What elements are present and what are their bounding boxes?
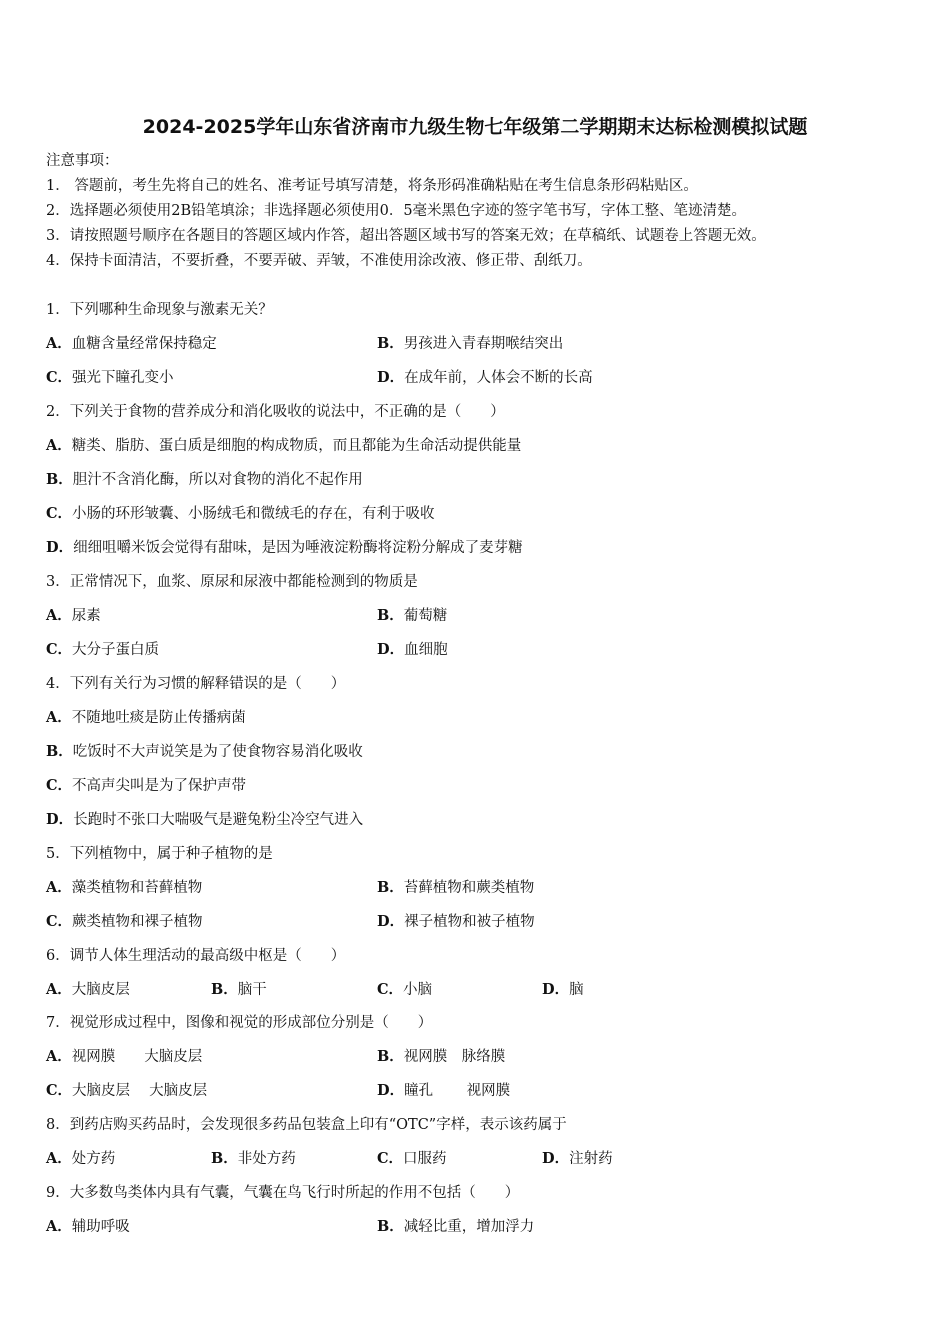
question-8-option-b: B．非处方药	[211, 1150, 296, 1167]
question-8-option-c: C．口服药	[377, 1150, 447, 1167]
question-2-option-d: D．细细咀嚼米饭会觉得有甜味，是因为唾液淀粉酶将淀粉分解成了麦芽糖	[46, 539, 523, 556]
question-7-stem: 7．视觉形成过程中，图像和视觉的形成部位分别是（ ）	[46, 1015, 433, 1031]
question-5-stem: 5．下列植物中，属于种子植物的是	[46, 846, 273, 862]
notice-heading: 注意事项：	[46, 153, 119, 169]
question-9-stem: 9．大多数鸟类体内具有气囊，气囊在鸟飞行时所起的作用不包括（ ）	[46, 1185, 520, 1201]
question-2-option-b: B．胆汁不含消化酶，所以对食物的消化不起作用	[46, 471, 363, 488]
question-1-option-c: C．强光下瞳孔变小	[46, 369, 174, 386]
question-6-option-a: A．大脑皮层	[46, 981, 130, 998]
notice-item-2: 2．选择题必须使用2B铅笔填涂；非选择题必须使用0．5毫米黑色字迹的签字笔书写，字体工整、笔迹清楚。	[46, 203, 747, 219]
question-2-option-c: C．小肠的环形皱囊、小肠绒毛和微绒毛的存在，有利于吸收	[46, 505, 435, 522]
question-3-stem: 3．正常情况下，血浆、原尿和尿液中都能检测到的物质是	[46, 574, 418, 590]
question-5-option-d: D．裸子植物和被子植物	[377, 913, 535, 930]
question-8-stem: 8．到药店购买药品时，会发现很多药品包装盒上印有“OTC”字样，表示该药属于	[46, 1117, 567, 1133]
question-6-option-d: D．脑	[542, 981, 584, 998]
question-4-option-a: A．不随地吐痰是防止传播病菌	[46, 709, 246, 726]
question-2-option-a: A．糖类、脂肪、蛋白质是细胞的构成物质，而且都能为生命活动提供能量	[46, 437, 522, 454]
question-8-option-d: D．注射药	[542, 1150, 613, 1167]
question-7-option-a: A．视网膜 大脑皮层	[46, 1048, 203, 1065]
page-title: 2024-2025学年山东省济南市九级生物七年级第二学期期末达标检测模拟试题	[142, 116, 808, 138]
question-1-option-b: B．男孩进入青春期喉结突出	[377, 335, 564, 352]
question-4-stem: 4．下列有关行为习惯的解释错误的是（ ）	[46, 676, 346, 692]
question-4-option-b: B．吃饭时不大声说笑是为了使食物容易消化吸收	[46, 743, 363, 760]
question-3-option-a: A．尿素	[46, 607, 101, 624]
question-6-stem: 6．调节人体生理活动的最高级中枢是（ ）	[46, 948, 346, 964]
question-4-option-d: D．长跑时不张口大喘吸气是避兔粉尘冷空气进入	[46, 811, 364, 828]
question-8-option-a: A．处方药	[46, 1150, 116, 1167]
question-7-option-c: C．大脑皮层 大脑皮层	[46, 1082, 208, 1099]
question-3-option-d: D．血细胞	[377, 641, 448, 658]
question-5-option-a: A．藻类植物和苔藓植物	[46, 879, 203, 896]
question-6-option-c: C．小脑	[377, 981, 433, 998]
question-3-option-b: B．葡萄糖	[377, 607, 448, 624]
question-2-stem: 2．下列关于食物的营养成分和消化吸收的说法中，不正确的是（ ）	[46, 404, 505, 420]
notice-item-4: 4．保持卡面清洁，不要折叠，不要弄破、弄皱，不准使用涂改液、修正带、刮纸刀。	[46, 253, 592, 269]
question-5-option-c: C．蕨类植物和裸子植物	[46, 913, 203, 930]
question-1-option-d: D．在成年前，人体会不断的长高	[377, 369, 593, 386]
notice-item-1: 1． 答题前，考生先将自己的姓名、准考证号填写清楚，将条形码准确粘贴在考生信息条形码粘贴区。	[46, 178, 698, 194]
question-3-option-c: C．大分子蛋白质	[46, 641, 160, 658]
question-5-option-b: B．苔藓植物和蕨类植物	[377, 879, 535, 896]
question-1-option-a: A．血糖含量经常保持稳定	[46, 335, 217, 352]
question-1-stem: 1．下列哪种生命现象与激素无关？	[46, 302, 273, 318]
question-9-option-a: A．辅助呼吸	[46, 1218, 130, 1235]
notice-item-3: 3．请按照题号顺序在各题目的答题区域内作答，超出答题区域书写的答案无效；在草稿纸、试题卷上答题无效。	[46, 228, 766, 244]
question-9-option-b: B．减轻比重，增加浮力	[377, 1218, 535, 1235]
question-6-option-b: B．脑干	[211, 981, 267, 998]
question-7-option-d: D．瞳孔 视网膜	[377, 1082, 511, 1099]
question-7-option-b: B．视网膜 脉络膜	[377, 1048, 506, 1065]
question-4-option-c: C．不高声尖叫是为了保护声带	[46, 777, 247, 794]
